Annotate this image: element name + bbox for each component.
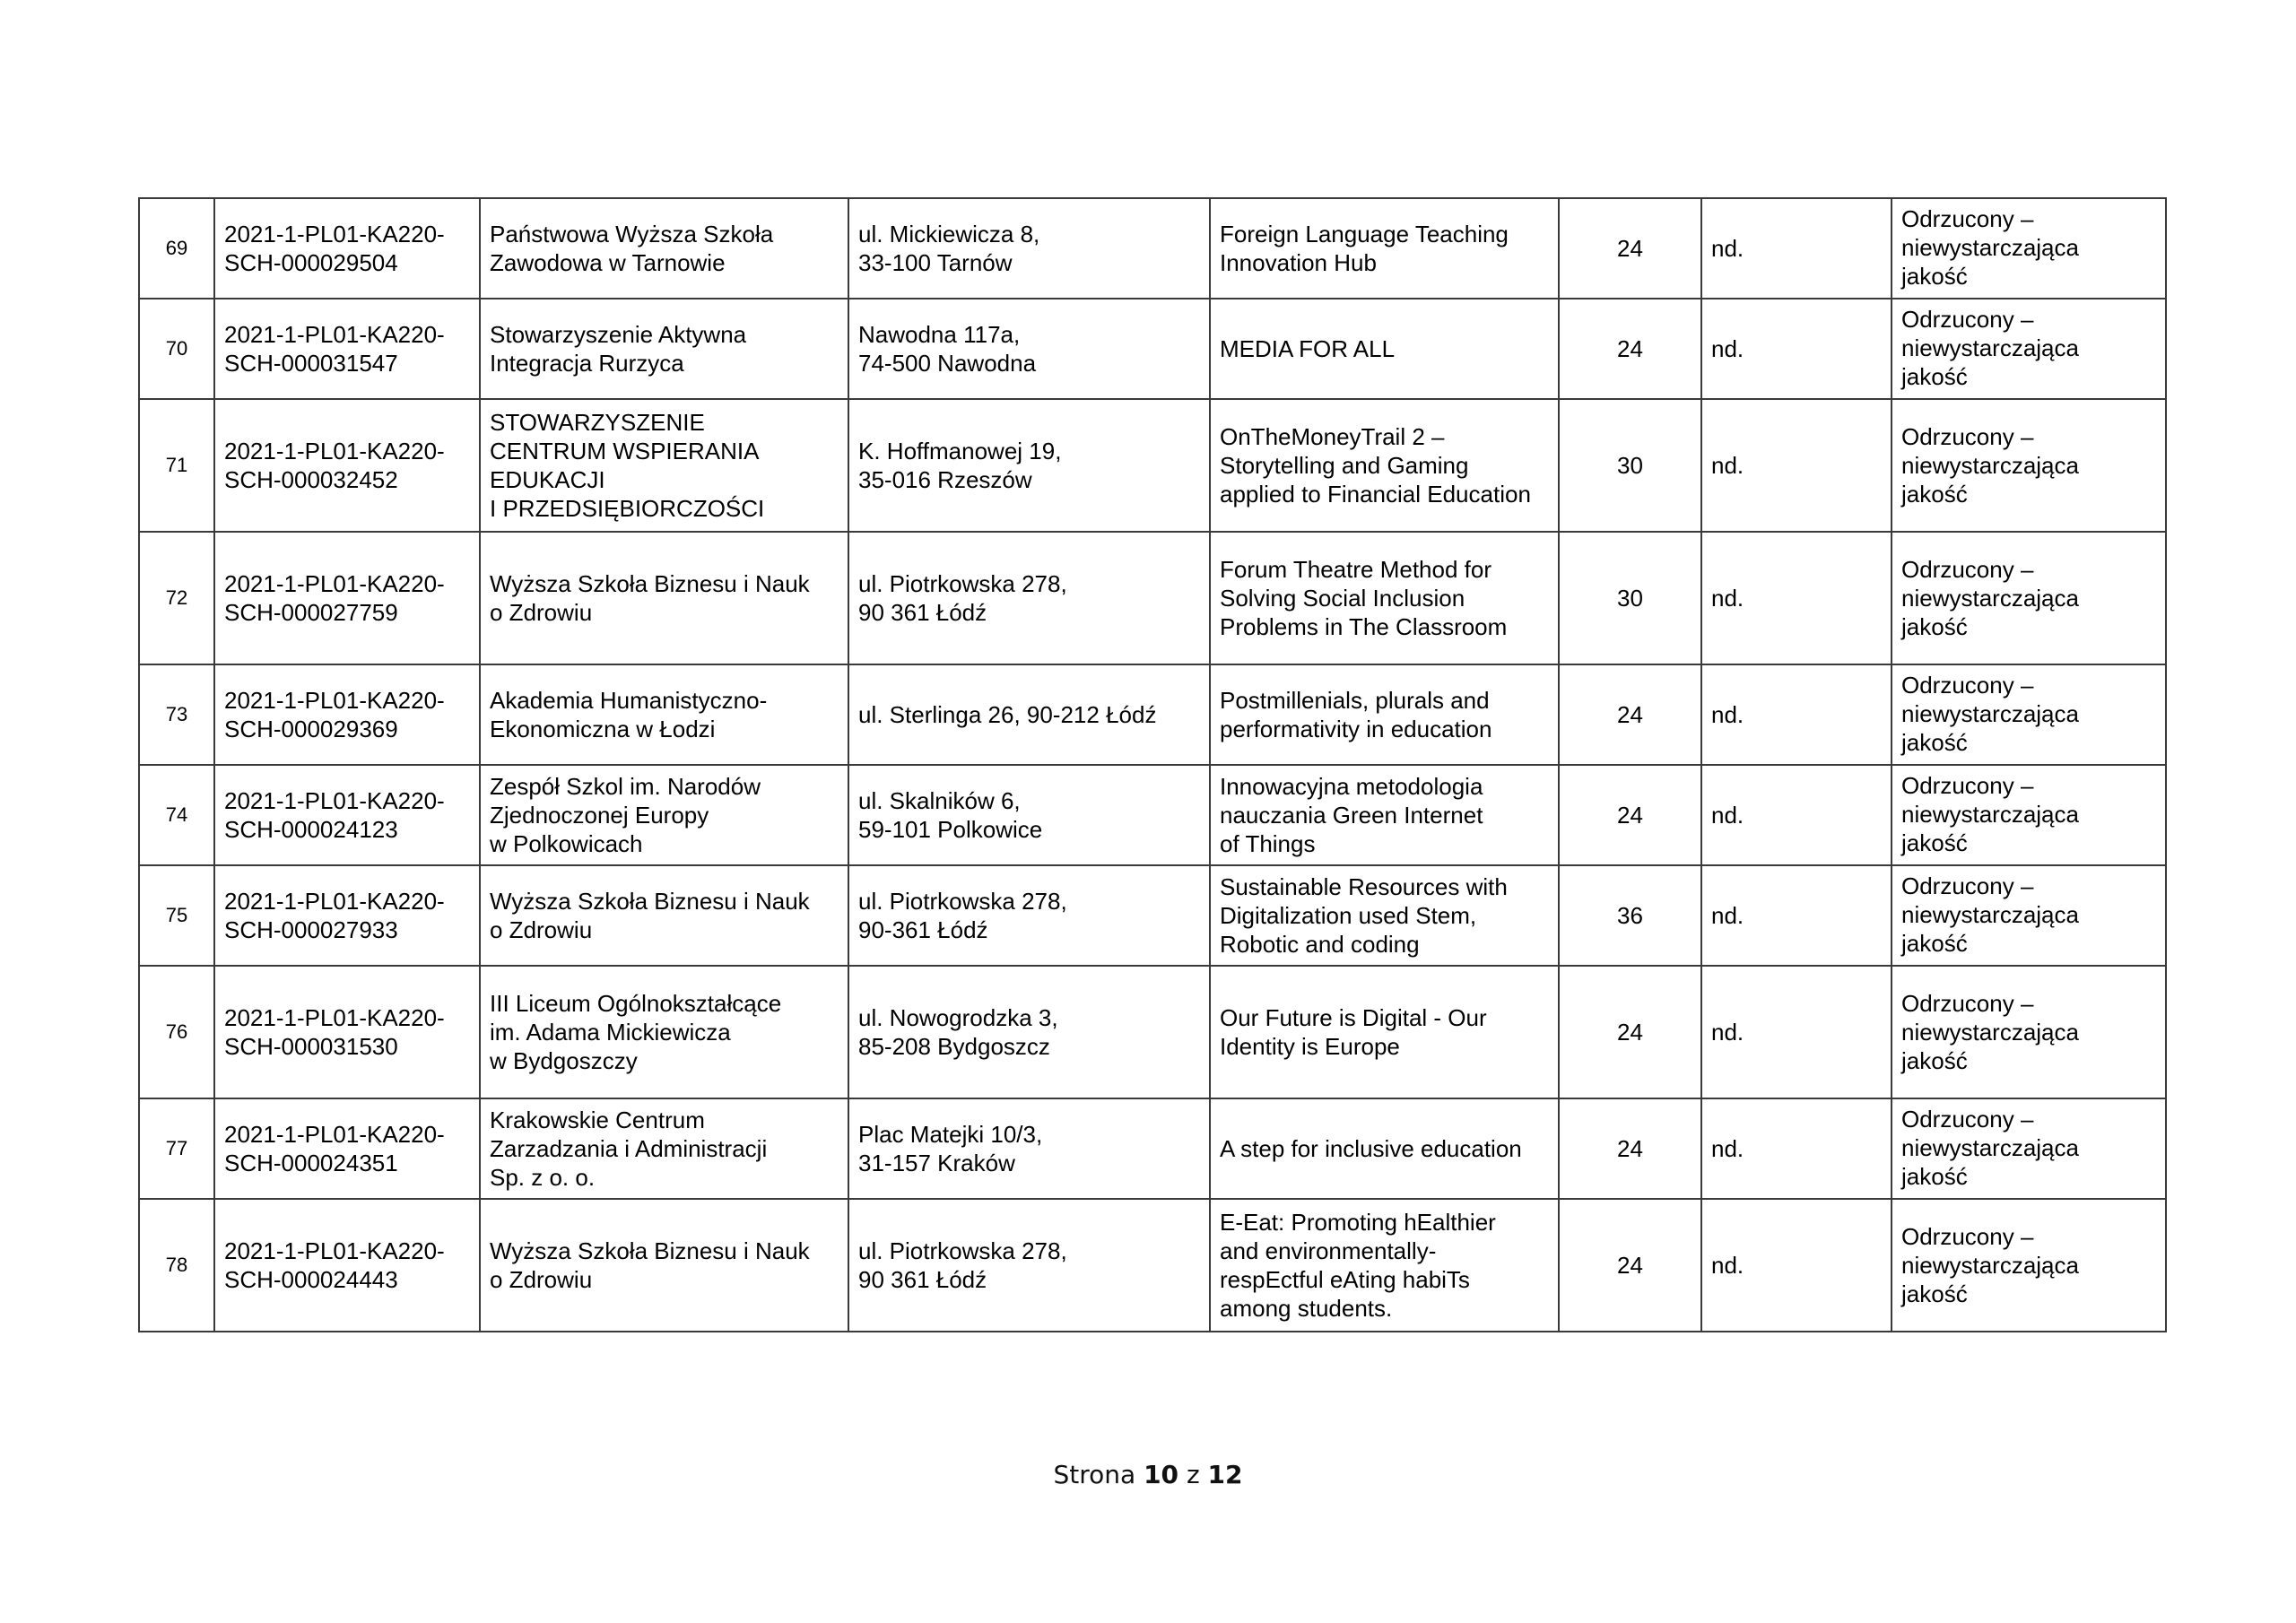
points: 24 <box>1559 765 1701 865</box>
decision: Odrzucony – niewystarczająca jakość <box>1892 765 2166 865</box>
results-table <box>138 197 2167 1332</box>
row-number: 78 <box>139 1199 214 1332</box>
row-number: 70 <box>139 299 214 399</box>
project-id: 2021-1-PL01-KA220- SCH-000024123 <box>214 765 480 865</box>
project-title: Postmillenials, plurals and performativity in education <box>1210 664 1559 765</box>
row-number: 72 <box>139 532 214 664</box>
organization-address: ul. Sterlinga 26, 90-212 Łódź <box>848 664 1210 765</box>
amount: nd. <box>1701 1098 1892 1199</box>
organization-name: Wyższa Szkoła Biznesu i Nauk o Zdrowiu <box>480 1199 848 1332</box>
project-id: 2021-1-PL01-KA220- SCH-000024443 <box>214 1199 480 1332</box>
points: 24 <box>1559 299 1701 399</box>
current-page-number: 10 <box>1144 1460 1179 1489</box>
page-footer <box>0 1460 2296 1489</box>
points: 36 <box>1559 865 1701 966</box>
decision: Odrzucony – niewystarczająca jakość <box>1892 399 2166 532</box>
points: 24 <box>1559 664 1701 765</box>
project-title: Sustainable Resources with Digitalization used Stem, Robotic and coding <box>1210 865 1559 966</box>
project-title: MEDIA FOR ALL <box>1210 299 1559 399</box>
row-number: 75 <box>139 865 214 966</box>
amount: nd. <box>1701 532 1892 664</box>
project-id: 2021-1-PL01-KA220- SCH-000027933 <box>214 865 480 966</box>
amount: nd. <box>1701 198 1892 299</box>
project-id: 2021-1-PL01-KA220- SCH-000029369 <box>214 664 480 765</box>
table-row <box>139 765 2166 865</box>
decision: Odrzucony – niewystarczająca jakość <box>1892 966 2166 1098</box>
decision: Odrzucony – niewystarczająca jakość <box>1892 1199 2166 1332</box>
organization-name: Krakowskie Centrum Zarzadzania i Administracji Sp. z o. o. <box>480 1098 848 1199</box>
project-title: Forum Theatre Method for Solving Social Inclusion Problems in The Classroom <box>1210 532 1559 664</box>
table-row <box>139 664 2166 765</box>
organization-name: STOWARZYSZENIE CENTRUM WSPIERANIA EDUKACJI I PRZEDSIĘBIORCZOŚCI <box>480 399 848 532</box>
row-number: 71 <box>139 399 214 532</box>
row-number: 74 <box>139 765 214 865</box>
organization-address: ul. Nowogrodzka 3, 85-208 Bydgoszcz <box>848 966 1210 1098</box>
row-number: 69 <box>139 198 214 299</box>
table-row <box>139 966 2166 1098</box>
table-row <box>139 198 2166 299</box>
organization-address: ul. Skalników 6, 59-101 Polkowice <box>848 765 1210 865</box>
organization-address: ul. Mickiewicza 8, 33-100 Tarnów <box>848 198 1210 299</box>
decision: Odrzucony – niewystarczająca jakość <box>1892 664 2166 765</box>
table-row <box>139 532 2166 664</box>
project-id: 2021-1-PL01-KA220- SCH-000024351 <box>214 1098 480 1199</box>
project-id: 2021-1-PL01-KA220- SCH-000027759 <box>214 532 480 664</box>
amount: nd. <box>1701 1199 1892 1332</box>
organization-name: Zespół Szkol im. Narodów Zjednoczonej Europy w Polkowicach <box>480 765 848 865</box>
total-pages: 12 <box>1207 1460 1243 1489</box>
organization-address: ul. Piotrkowska 278, 90-361 Łódź <box>848 865 1210 966</box>
project-id: 2021-1-PL01-KA220- SCH-000032452 <box>214 399 480 532</box>
points: 24 <box>1559 966 1701 1098</box>
organization-name: Wyższa Szkoła Biznesu i Nauk o Zdrowiu <box>480 532 848 664</box>
decision: Odrzucony – niewystarczająca jakość <box>1892 299 2166 399</box>
decision: Odrzucony – niewystarczająca jakość <box>1892 532 2166 664</box>
amount: nd. <box>1701 399 1892 532</box>
table-row <box>139 1098 2166 1199</box>
project-title: OnTheMoneyTrail 2 – Storytelling and Gaming applied to Financial Education <box>1210 399 1559 532</box>
page-separator: z <box>1178 1460 1208 1489</box>
points: 24 <box>1559 1098 1701 1199</box>
points: 24 <box>1559 1199 1701 1332</box>
amount: nd. <box>1701 664 1892 765</box>
organization-name: Wyższa Szkoła Biznesu i Nauk o Zdrowiu <box>480 865 848 966</box>
project-title: Foreign Language Teaching Innovation Hub <box>1210 198 1559 299</box>
page-label: Strona <box>1053 1460 1144 1489</box>
amount: nd. <box>1701 966 1892 1098</box>
table-row <box>139 299 2166 399</box>
project-title: A step for inclusive education <box>1210 1098 1559 1199</box>
table-row <box>139 865 2166 966</box>
organization-address: ul. Piotrkowska 278, 90 361 Łódź <box>848 1199 1210 1332</box>
organization-name: Akademia Humanistyczno- Ekonomiczna w Łodzi <box>480 664 848 765</box>
organization-name: Państwowa Wyższa Szkoła Zawodowa w Tarnowie <box>480 198 848 299</box>
points: 30 <box>1559 399 1701 532</box>
organization-name: III Liceum Ogólnokształcące im. Adama Mickiewicza w Bydgoszczy <box>480 966 848 1098</box>
project-title: E-Eat: Promoting hEalthier and environmentally- respEctful eAting habiTs among students. <box>1210 1199 1559 1332</box>
project-id: 2021-1-PL01-KA220- SCH-000031530 <box>214 966 480 1098</box>
row-number: 73 <box>139 664 214 765</box>
organization-address: Nawodna 117a, 74-500 Nawodna <box>848 299 1210 399</box>
amount: nd. <box>1701 765 1892 865</box>
organization-address: K. Hoffmanowej 19, 35-016 Rzeszów <box>848 399 1210 532</box>
table-row <box>139 1199 2166 1332</box>
organization-address: ul. Piotrkowska 278, 90 361 Łódź <box>848 532 1210 664</box>
row-number: 77 <box>139 1098 214 1199</box>
decision: Odrzucony – niewystarczająca jakość <box>1892 865 2166 966</box>
points: 24 <box>1559 198 1701 299</box>
decision: Odrzucony – niewystarczająca jakość <box>1892 1098 2166 1199</box>
project-title: Our Future is Digital - Our Identity is Europe <box>1210 966 1559 1098</box>
table-row <box>139 399 2166 532</box>
project-title: Innowacyjna metodologia nauczania Green Internet of Things <box>1210 765 1559 865</box>
organization-name: Stowarzyszenie Aktywna Integracja Rurzyca <box>480 299 848 399</box>
project-id: 2021-1-PL01-KA220- SCH-000031547 <box>214 299 480 399</box>
decision: Odrzucony – niewystarczająca jakość <box>1892 198 2166 299</box>
amount: nd. <box>1701 865 1892 966</box>
points: 30 <box>1559 532 1701 664</box>
project-id: 2021-1-PL01-KA220- SCH-000029504 <box>214 198 480 299</box>
amount: nd. <box>1701 299 1892 399</box>
row-number: 76 <box>139 966 214 1098</box>
organization-address: Plac Matejki 10/3, 31-157 Kraków <box>848 1098 1210 1199</box>
